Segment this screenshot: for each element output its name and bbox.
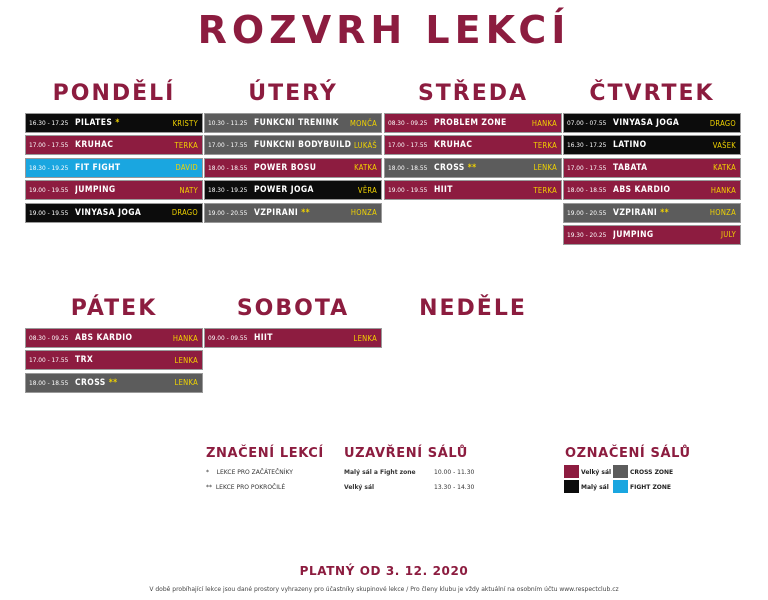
- lesson-time: 17.00 - 17.55: [29, 356, 69, 365]
- lesson-time: 16.30 - 17.25: [567, 141, 607, 150]
- lesson-title: FIT FIGHT: [75, 162, 121, 173]
- lesson-row: [25, 180, 203, 200]
- lesson-title: POWER BOSU: [254, 162, 317, 173]
- lesson-time: 18.00 - 18.55: [567, 186, 607, 195]
- lesson-name: [75, 208, 172, 218]
- lesson-row: [384, 135, 562, 155]
- lesson-title: VZPÍRÁNÍ: [613, 207, 658, 218]
- lesson-row: [563, 225, 741, 245]
- lesson-name: [75, 378, 175, 388]
- lesson-title: HIIT: [434, 185, 453, 196]
- lesson-title: VZPÍRÁNÍ: [254, 207, 299, 218]
- lesson-name: [613, 230, 721, 240]
- lesson-name: [75, 355, 175, 365]
- lesson-title: TABATA: [613, 162, 648, 173]
- lesson-name: [254, 185, 358, 195]
- lesson-trainer: DRAGO: [171, 208, 198, 218]
- lesson-row: [563, 180, 741, 200]
- lesson-row: [204, 180, 382, 200]
- lesson-trainer: VĚRA: [357, 185, 377, 195]
- lesson-row: [563, 203, 741, 223]
- room-swatch-fight-zone: [613, 480, 628, 493]
- lesson-row: [25, 350, 203, 370]
- room-swatch-maly-sal: [564, 480, 579, 493]
- valid-from: PLATNÝ OD 3. 12. 2020: [299, 564, 469, 578]
- lesson-name: [434, 118, 532, 128]
- lesson-title: CROSS: [75, 377, 106, 388]
- legend-advanced-text: LEKCE PRO POKROČILÉ: [215, 484, 286, 491]
- closure-time: 13.30 - 14.30: [434, 484, 475, 491]
- day-name: PÁTEK: [70, 296, 158, 321]
- lesson-trainer: LENKA: [174, 355, 198, 365]
- lesson-row: [204, 135, 382, 155]
- lesson-title: JUMPING: [75, 185, 116, 196]
- lesson-trainer: LENKA: [533, 163, 557, 173]
- legend-beginner-mark: *: [206, 469, 209, 476]
- day-column: [384, 294, 562, 328]
- lesson-name: [75, 140, 175, 150]
- lesson-title: POWER JÓGA: [254, 185, 314, 196]
- lesson-name: [434, 163, 534, 173]
- page-title: ROZVRH LEKCÍ: [197, 8, 571, 52]
- lesson-trainer: TERKA: [533, 185, 557, 195]
- lesson-trainer: JULY: [720, 230, 736, 240]
- day-column: [25, 79, 203, 225]
- lesson-time: 18.30 - 19.25: [208, 186, 248, 195]
- day-column: [204, 294, 382, 350]
- lesson-title: CROSS: [434, 162, 465, 173]
- day-column: [204, 79, 382, 225]
- lesson-trainer: KATKA: [713, 163, 736, 173]
- lesson-title: KRUHÁČ: [75, 140, 114, 151]
- day-column: [25, 294, 203, 395]
- lesson-name: [613, 185, 711, 195]
- lesson-name: [75, 185, 179, 195]
- room-label: Velký sál: [581, 469, 612, 476]
- rooms-legend-title: OZNAČENÍ SÁLŮ: [565, 446, 691, 461]
- lesson-name: [75, 118, 173, 128]
- day-name: ČTVRTEK: [589, 81, 715, 106]
- lesson-trainer: MONČA: [349, 118, 377, 128]
- lesson-title: TRX: [75, 355, 94, 366]
- lesson-row: [204, 328, 382, 348]
- lesson-time: 17.00 - 17.55: [567, 163, 607, 172]
- lesson-level-mark: *: [115, 118, 120, 128]
- lesson-time: 19.00 - 20.55: [208, 208, 248, 217]
- room-swatch-cross-zone: [613, 465, 628, 478]
- lesson-trainer: HANKA: [710, 185, 736, 195]
- lesson-trainer: TERKA: [174, 140, 198, 150]
- room-label: FIGHT ZONE: [630, 484, 672, 491]
- lesson-trainer: VAŠEK: [712, 140, 736, 150]
- lesson-title: VINYASA JÓGA: [75, 207, 142, 218]
- lesson-title: PILATES: [75, 118, 113, 128]
- lesson-name: [254, 163, 354, 173]
- lesson-time: 08.30 - 09.25: [388, 119, 428, 127]
- lesson-title: FUNKČNÍ BODYBUILD: [254, 140, 352, 151]
- day-name: SOBOTA: [236, 296, 350, 321]
- lesson-row: [25, 373, 203, 393]
- lesson-row: [25, 203, 203, 223]
- lesson-level-mark: **: [108, 377, 118, 388]
- lesson-time: 18.00 - 18.55: [388, 163, 428, 172]
- lesson-trainer: HANKA: [531, 118, 557, 128]
- lesson-time: 17.00 - 17.55: [208, 141, 248, 150]
- room-label: CROSS ZONE: [630, 469, 674, 476]
- closures-legend-title: UZAVŘENÍ SÁLŮ: [344, 446, 468, 461]
- lesson-row: [563, 135, 741, 155]
- lesson-name: [613, 208, 710, 218]
- lesson-trainer: LUKÁŠ: [353, 140, 377, 150]
- lesson-time: 07.00 - 07.55: [567, 119, 607, 127]
- lesson-time: 17.00 - 17.55: [29, 141, 69, 150]
- lesson-row: [204, 113, 382, 133]
- closure-time: 10.00 - 11.30: [434, 469, 475, 476]
- lesson-level-mark: **: [467, 162, 477, 173]
- lesson-row: [204, 203, 382, 223]
- lesson-name: [434, 140, 534, 150]
- closure-row: [344, 469, 416, 476]
- closure-room: Velký sál: [344, 484, 375, 491]
- lesson-trainer: HONZA: [709, 208, 736, 218]
- lesson-time: 19.00 - 20.55: [567, 208, 607, 217]
- lesson-level-mark: **: [301, 207, 311, 218]
- lesson-title: PROBLEM ZONE: [434, 118, 507, 128]
- room-label: Malý sál: [581, 484, 609, 491]
- footer-note: V době probíhající lekce jsou dané prostory vyhrazeny pro účastníky skupinové lekce / Pro členy klubu je vždy aktuální na osobním účtu www.respectclub.cz: [149, 586, 619, 593]
- lesson-time: 18.00 - 18.55: [208, 163, 248, 172]
- lesson-time: 18.00 - 18.55: [29, 378, 69, 387]
- lesson-trainer: TERKA: [533, 140, 557, 150]
- lesson-time: 19.30 - 20.25: [567, 230, 607, 239]
- lesson-title: JUMPING: [613, 229, 654, 240]
- lesson-trainer: DRAGO: [709, 118, 736, 128]
- day-name: NEDĚLE: [419, 296, 527, 321]
- lesson-name: [254, 208, 351, 218]
- lesson-time: 08.30 - 09.25: [29, 334, 69, 342]
- lesson-time: 19.00 - 19.55: [388, 186, 428, 195]
- lesson-trainer: KATKA: [354, 163, 377, 173]
- lesson-row: [204, 158, 382, 178]
- day-column: [563, 79, 741, 247]
- lesson-time: 17.00 - 17.55: [388, 141, 428, 150]
- lesson-row: [25, 113, 203, 133]
- legend-beginner: [206, 469, 293, 476]
- lesson-row: [25, 158, 203, 178]
- lesson-level-mark: **: [660, 207, 670, 218]
- lesson-name: [613, 140, 713, 150]
- lesson-trainer: LENKA: [174, 378, 198, 388]
- closure-room: Malý sál a Fight zone: [344, 469, 416, 476]
- lesson-name: [613, 163, 713, 173]
- lesson-name: [434, 185, 534, 195]
- lesson-name: [613, 118, 710, 128]
- lesson-trainer: HANKA: [172, 333, 198, 343]
- lesson-name: [254, 118, 350, 128]
- lesson-trainer: LENKA: [353, 333, 377, 343]
- day-name: PONDĚLÍ: [52, 81, 176, 106]
- lesson-trainer: DAVID: [175, 163, 198, 173]
- day-name: STŘEDA: [417, 81, 529, 106]
- lesson-title: ABS KARDIO: [75, 333, 133, 343]
- day-column: [384, 79, 562, 203]
- lesson-title: KRUHÁČ: [434, 140, 473, 151]
- lesson-row: [384, 158, 562, 178]
- lesson-name: [75, 333, 173, 343]
- lesson-name: [254, 333, 354, 343]
- lesson-time: 18.30 - 19.25: [29, 163, 69, 172]
- lesson-row: [384, 180, 562, 200]
- lesson-title: LATINO: [613, 140, 647, 151]
- lessons-legend-title: ZNAČENÍ LEKCÍ: [206, 446, 324, 461]
- lesson-name: [75, 163, 176, 173]
- lesson-time: 10.30 - 11.25: [208, 119, 248, 127]
- lesson-title: FUNKČNÍ TRÉNINK: [254, 118, 339, 128]
- lesson-row: [384, 113, 562, 133]
- lesson-time: 16.30 - 17.25: [29, 119, 69, 127]
- legend-beginner-text: LEKCE PRO ZAČÁTEČNÍKY: [216, 469, 293, 476]
- lesson-row: [25, 135, 203, 155]
- lesson-row: [563, 113, 741, 133]
- lesson-row: [563, 158, 741, 178]
- lesson-row: [25, 328, 203, 348]
- legend-advanced-mark: **: [206, 484, 212, 491]
- lesson-trainer: NATY: [179, 185, 198, 195]
- lesson-trainer: KRISTY: [172, 118, 198, 128]
- lesson-title: HIIT: [254, 333, 273, 343]
- lesson-name: [254, 140, 354, 150]
- room-swatch-velky-sal: [564, 465, 579, 478]
- lesson-title: VINYASA JÓGA: [613, 118, 680, 128]
- lesson-time: 09.00 - 09.55: [208, 334, 248, 342]
- lesson-trainer: HONZA: [350, 208, 377, 218]
- lesson-time: 19.00 - 19.55: [29, 186, 69, 195]
- legend-advanced: [206, 484, 285, 491]
- closure-row: [344, 484, 374, 491]
- lesson-time: 19.00 - 19.55: [29, 208, 69, 217]
- lesson-title: ABS KARDIO: [613, 185, 671, 196]
- day-name: ÚTERÝ: [248, 81, 338, 106]
